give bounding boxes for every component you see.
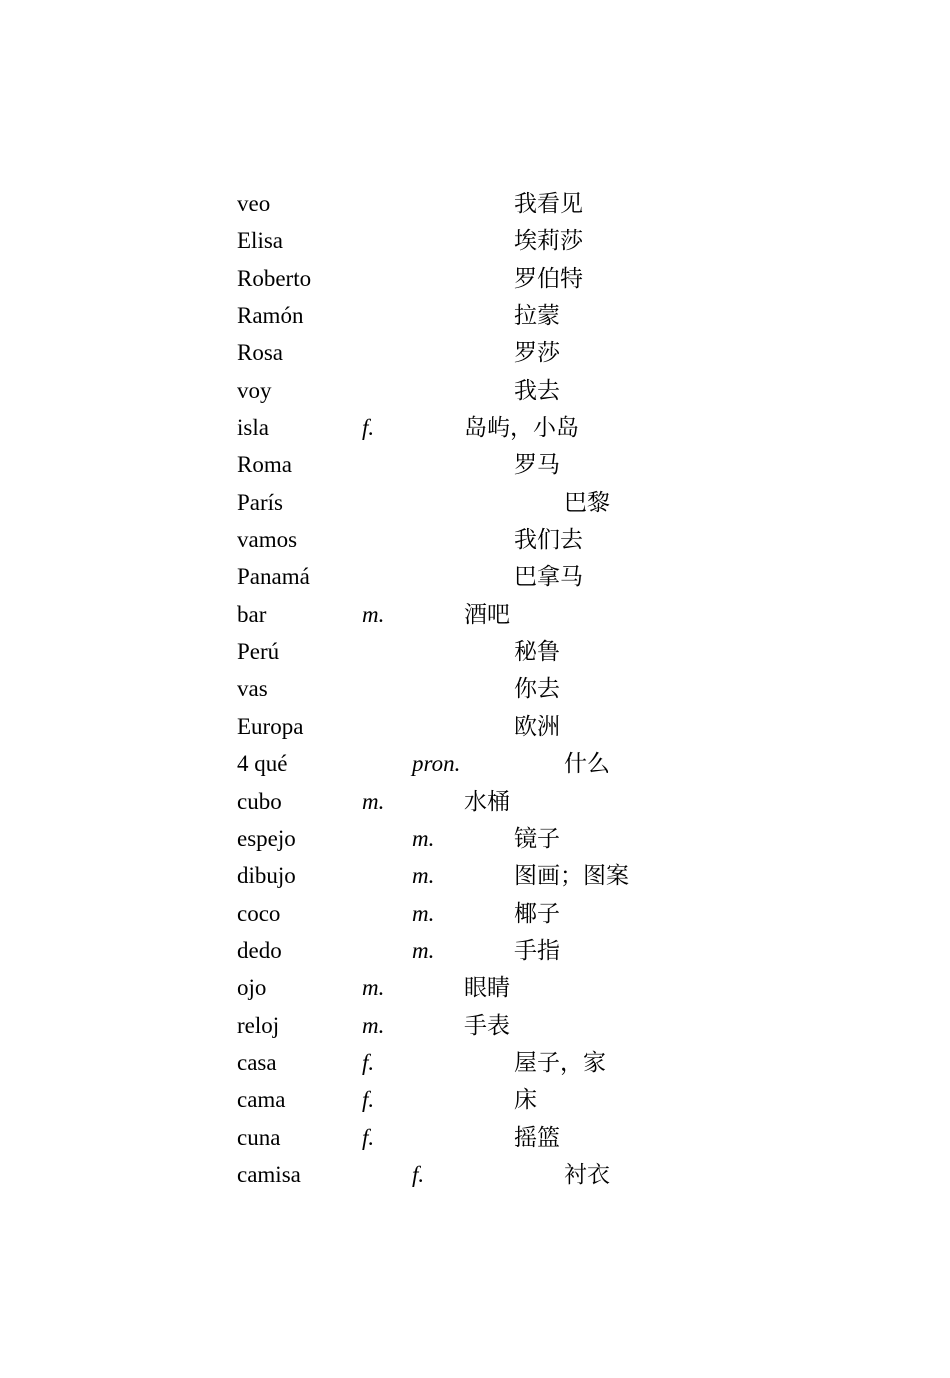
spanish-word: Europa [237, 713, 304, 739]
vocab-entry [237, 670, 717, 707]
vocab-entry [237, 1119, 717, 1156]
chinese-gloss: 床 [514, 1087, 537, 1113]
vocab-entry [237, 857, 717, 894]
vocab-entry [237, 969, 717, 1006]
vocab-entry [237, 409, 717, 446]
part-of-speech: f. [362, 1087, 375, 1113]
spanish-word: Perú [237, 639, 280, 665]
vocab-entry [237, 558, 717, 595]
chinese-gloss: 拉蒙 [514, 303, 560, 329]
vocab-entry [237, 596, 717, 633]
part-of-speech: f. [362, 1049, 375, 1075]
spanish-word: Ramón [237, 303, 304, 329]
chinese-gloss: 岛屿，小岛 [464, 415, 579, 441]
vocab-entry [237, 708, 717, 745]
part-of-speech: m. [412, 900, 435, 926]
spanish-word: vamos [237, 527, 298, 553]
part-of-speech: m. [412, 825, 435, 851]
part-of-speech: f. [362, 1124, 375, 1150]
spanish-word: cama [237, 1087, 286, 1113]
spanish-word: isla [237, 415, 269, 441]
spanish-word: bar [237, 601, 267, 627]
spanish-word: ojo [237, 975, 267, 1001]
spanish-word: Panamá [237, 564, 310, 590]
spanish-word: coco [237, 900, 281, 926]
chinese-gloss: 你去 [514, 676, 560, 702]
spanish-word: voy [237, 377, 272, 403]
spanish-word: vas [237, 676, 268, 702]
part-of-speech: m. [412, 937, 435, 963]
chinese-gloss: 埃莉莎 [514, 228, 583, 254]
vocab-entry [237, 446, 717, 483]
chinese-gloss: 衬衣 [564, 1161, 610, 1187]
chinese-gloss: 酒吧 [464, 601, 510, 627]
vocab-entry [237, 297, 717, 334]
spanish-word: París [237, 489, 283, 515]
spanish-word: casa [237, 1049, 277, 1075]
part-of-speech: f. [362, 415, 375, 441]
chinese-gloss: 秘鲁 [514, 639, 560, 665]
chinese-gloss: 我看见 [514, 191, 583, 216]
spanish-word: dedo [237, 937, 282, 963]
vocab-entry [237, 932, 717, 969]
spanish-word: Roberto [237, 265, 312, 291]
vocab-entry [237, 1081, 717, 1118]
vocab-entry [237, 222, 717, 259]
spanish-word: dibujo [237, 863, 296, 889]
chinese-gloss: 眼睛 [464, 975, 510, 1001]
vocab-entry [237, 633, 717, 670]
spanish-word: cuna [237, 1124, 281, 1150]
part-of-speech: m. [362, 601, 385, 627]
spanish-word: espejo [237, 825, 296, 851]
chinese-gloss: 水桶 [464, 788, 510, 814]
chinese-gloss: 手表 [464, 1012, 510, 1038]
chinese-gloss: 我们去 [514, 527, 583, 553]
vocab-entry [237, 1156, 717, 1193]
spanish-word: reloj [237, 1012, 280, 1038]
part-of-speech: m. [362, 975, 385, 1001]
chinese-gloss: 罗莎 [514, 340, 560, 366]
spanish-word: Rosa [237, 340, 283, 366]
chinese-gloss: 罗马 [514, 452, 560, 478]
chinese-gloss: 欧洲 [514, 713, 560, 739]
chinese-gloss: 巴黎 [564, 489, 610, 515]
vocab-entry [237, 1007, 717, 1044]
part-of-speech: m. [412, 863, 435, 889]
part-of-speech: m. [362, 788, 385, 814]
spanish-word: veo [237, 191, 271, 216]
chinese-gloss: 图画；图案 [514, 863, 629, 889]
chinese-gloss: 椰子 [514, 900, 560, 926]
vocab-entry [237, 334, 717, 371]
chinese-gloss: 我去 [514, 377, 560, 403]
vocab-entry [237, 372, 717, 409]
chinese-gloss: 镜子 [514, 825, 560, 851]
part-of-speech: f. [412, 1161, 425, 1187]
vocab-entry [237, 484, 717, 521]
vocab-entry [237, 745, 717, 782]
vocab-entry [237, 783, 717, 820]
vocab-entry [237, 820, 717, 857]
chinese-gloss: 摇篮 [514, 1124, 560, 1150]
chinese-gloss: 屋子，家 [514, 1049, 606, 1075]
vocab-entry [237, 895, 717, 932]
spanish-word: Roma [237, 452, 292, 478]
part-of-speech: m. [362, 1012, 385, 1038]
spanish-word: camisa [237, 1161, 301, 1187]
spanish-word: 4 qué [237, 751, 288, 777]
chinese-gloss: 巴拿马 [514, 564, 583, 590]
chinese-gloss: 手指 [514, 937, 560, 963]
spanish-word: cubo [237, 788, 282, 814]
part-of-speech: pron. [412, 751, 461, 777]
vocab-entry [237, 185, 717, 222]
spanish-word: Elisa [237, 228, 283, 254]
vocab-entry [237, 521, 717, 558]
vocab-entry [237, 1044, 717, 1081]
chinese-gloss: 罗伯特 [514, 265, 583, 291]
chinese-gloss: 什么 [564, 751, 610, 777]
vocabulary-list [237, 185, 717, 1193]
vocab-entry [237, 260, 717, 297]
